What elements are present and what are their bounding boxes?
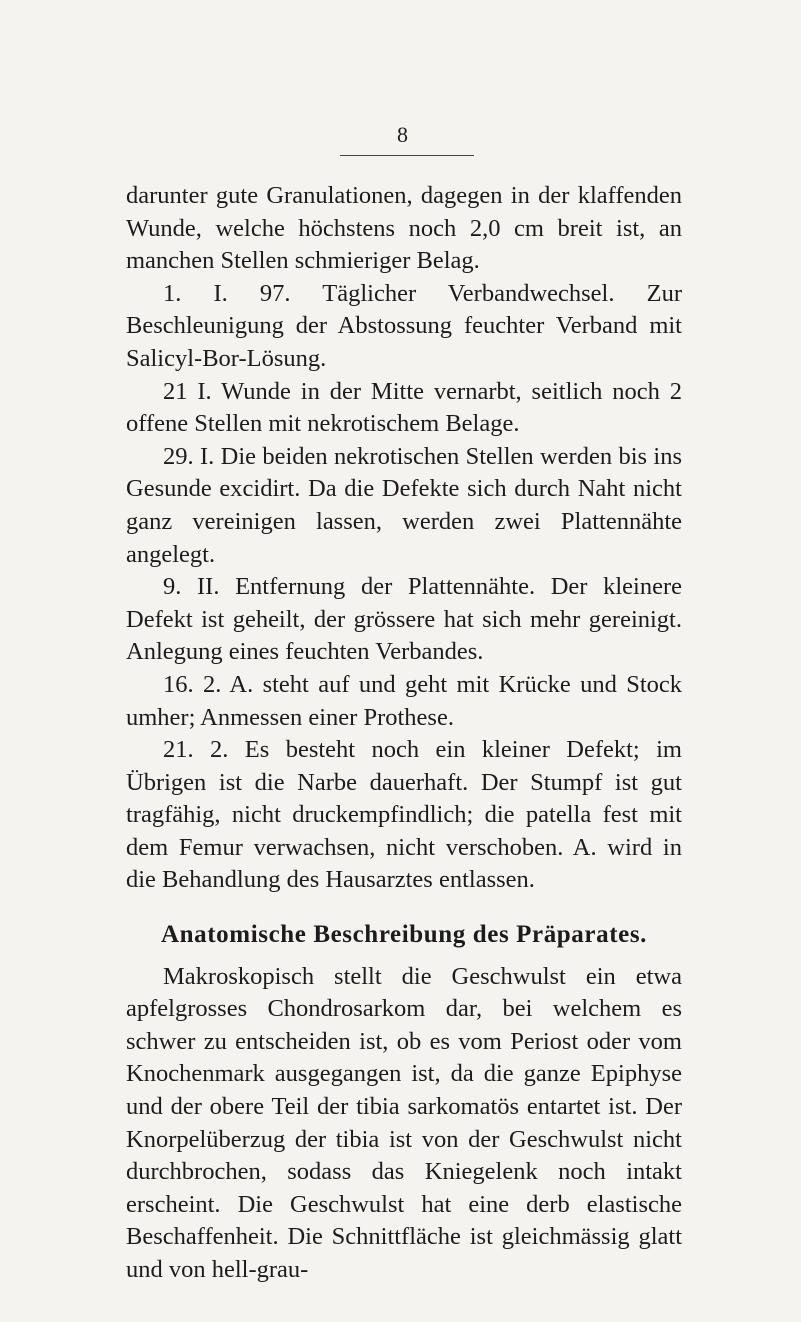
page-number: 8 xyxy=(397,122,408,147)
paragraph-entry-9-ii: 9. II. Entfernung der Plattennähte. Der kleinere Defekt ist geheilt, der grössere hat sich mehr gereinigt. Anlegung eines feuchten Verbandes. xyxy=(126,573,682,666)
body-text xyxy=(126,180,682,1287)
paragraph-entry-21-i: 21 I. Wunde in der Mitte vernarbt, seitlich noch 2 offene Stellen mit nekrotischem Belage. xyxy=(126,377,682,438)
paragraph-entry-29-i: 29. I. Die beiden nekrotischen Stellen werden bis ins Gesunde excidirt. Da die Defekte sich durch Naht nicht ganz vereinigen lassen, werden zwei Plattennähte angelegt. xyxy=(126,442,682,568)
paragraph-entry-21-2: 21. 2. Es besteht noch ein kleiner Defekt; im Übrigen ist die Narbe dauerhaft. Der Stumpf ist gut tragfähig, nicht druckempfindlich; die patella fest mit dem Femur verwachsen, nicht verschoben. A. wird in die Behandlung des Hausarztes entlassen. xyxy=(126,736,682,894)
paragraph-anatomical-description: Makroskopisch stellt die Geschwulst ein etwa apfelgrosses Chondrosarkom dar, bei welchem es schwer zu entscheiden ist, ob es vom Periost oder vom Knochenmark ausgegangen ist, da die ganze Epiphyse und der obere Teil der tibia sarkomatös entartet ist. Der Knorpelüberzug der tibia ist von der Geschwulst nicht durchbrochen, sodass das Kniegelenk noch intakt erscheint. Die Geschwulst hat eine derb elastische Beschaffenheit. Die Schnittfläche ist gleichmässig glatt und von hell-grau- xyxy=(126,962,682,1283)
paragraph-entry-1-i-97: 1. I. 97. Täglicher Verbandwechsel. Zur Beschleunigung der Abstossung feuchter Verband mit Salicyl-Bor-Lösung. xyxy=(126,279,682,372)
paragraph-entry-16-2: 16. 2. A. steht auf und geht mit Krücke und Stock umher; Anmessen einer Prothese. xyxy=(126,670,682,731)
header-rule xyxy=(340,155,474,156)
section-heading: Anatomische Beschreibung des Präparates. xyxy=(160,921,648,949)
paragraph-continuation: darunter gute Granulationen, dagegen in der klaffenden Wunde, welche höchstens noch 2,0 cm breit ist, an manchen Stellen schmieriger Belag. xyxy=(126,182,682,275)
